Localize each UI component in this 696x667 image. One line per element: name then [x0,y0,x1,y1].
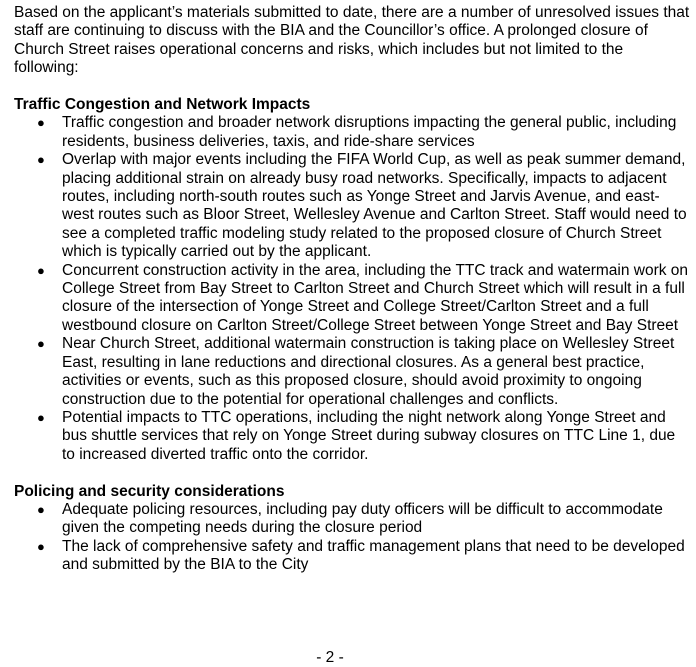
list-item-text: The lack of comprehensive safety and traffic management plans that need to be developed and submitted by the BIA to the City [62,537,685,574]
list-item [14,501,690,538]
list-item-text: Traffic congestion and broader network disruptions impacting the general public, including residents, business deliveries, taxis, and ride-share services [62,114,677,150]
bullet-icon: ● [37,538,45,554]
list-item [14,114,690,151]
section-heading-traffic: Traffic Congestion and Network Impacts [14,96,311,114]
bullet-icon: ● [37,409,45,425]
intro-paragraph: Based on the applicant’s materials submitted to date, there are a number of unresolved issues that staff are continuing to discuss with the BIA and the Councillor’s office. A prolonged closure of Church Street raises operational concerns and risks, which includes but not limited to the following: [14,4,690,77]
list-item [14,151,690,261]
list-item-text: Potential impacts to TTC operations, including the night network along Yonge Street and bus shuttle services that rely on Yonge Street during subway closures on TTC Line 1, due to increased diverted traffic onto the corridor. [62,408,676,463]
list-item-text: Adequate policing resources, including pay duty officers will be difficult to accommodate given the competing needs during the closure period [62,500,663,537]
page-number: - 2 - [316,649,344,666]
policing-considerations-list [14,501,690,575]
bullet-icon: ● [37,115,45,131]
section-heading-policing: Policing and security considerations [14,482,285,500]
list-item [14,538,690,575]
document-page [14,4,690,575]
list-item [14,262,690,336]
list-item-text: Concurrent construction activity in the area, including the TTC track and watermain work on College Street from Bay Street to Carlton Street and Church Street which will result in a full closure of the intersection of Yonge Street and College Street/Carlton Street and a full westbound closure on Carlton Street/College Street between Yonge Street and Bay Street [62,261,689,334]
bullet-icon: ● [37,152,45,168]
list-item-text: Overlap with major events including the FIFA World Cup, as well as peak summer demand, placing additional strain on already busy road networks. Specifically, impacts to adjacent routes, including north-south routes such as Yonge Street and Jarvis Avenue, and east-west routes such as Bloor Street, Wellesley Avenue and Carlton Street. Staff would need to see a completed traffic modeling study related to the proposed closure of Church Street which is typically carried out by the applicant. [62,151,687,261]
traffic-impacts-list [14,114,690,464]
list-item-text: Near Church Street, additional watermain construction is taking place on Wellesley Street East, resulting in lane reductions and directional closures. As a general best practice, activities or events, such as this proposed closure, should avoid proximity to ongoing construction due to the potential for operational challenges and conflicts. [62,335,675,408]
bullet-icon: ● [37,501,45,517]
bullet-icon: ● [37,262,45,278]
list-item [14,409,690,464]
bullet-icon: ● [37,336,45,352]
list-item [14,335,690,409]
